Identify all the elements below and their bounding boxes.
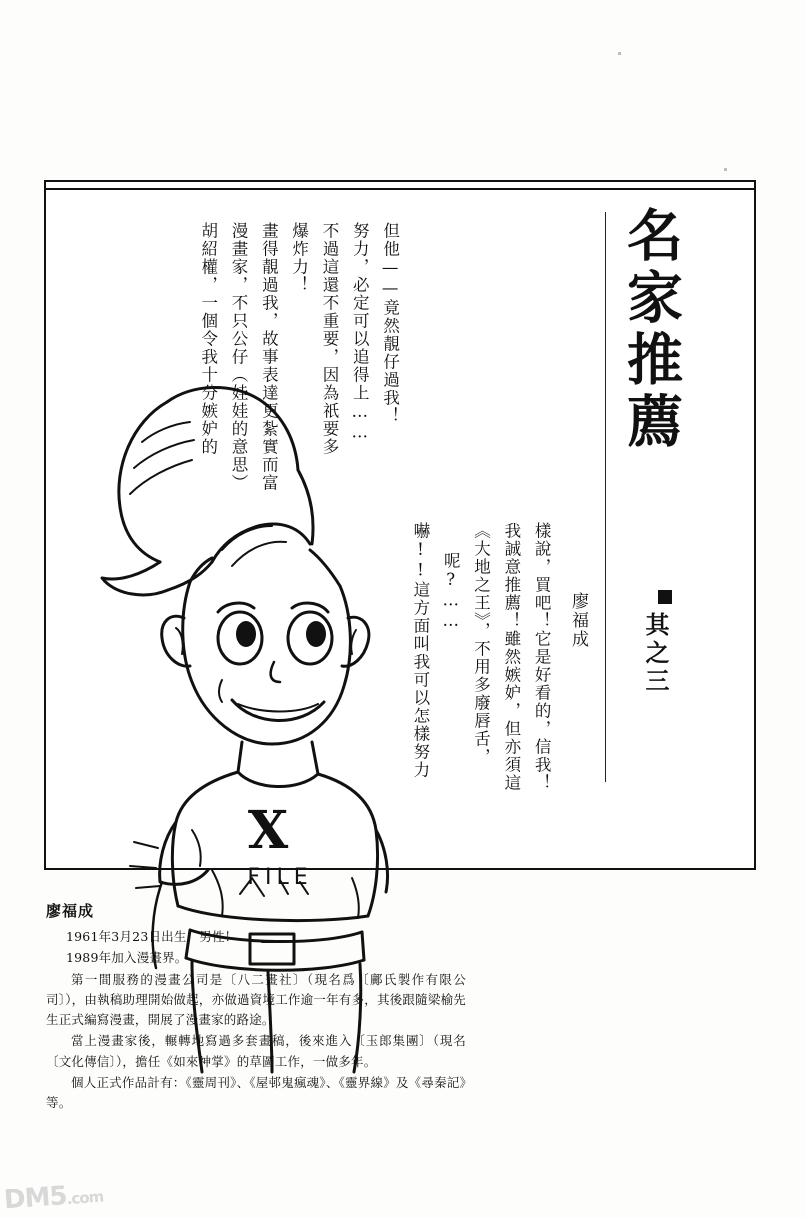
signature: 廖福成	[568, 592, 588, 649]
watermark-text: DM5	[3, 1181, 68, 1216]
author-bio	[46, 900, 466, 1114]
panel-top-rule	[46, 188, 754, 190]
body-column: 但他——竟然靚仔過我！	[380, 222, 400, 425]
bio-paragraph: 個人正式作品計有：《靈周刊》、《屋邨鬼瘋魂》、《靈界線》及《尋秦記》等。	[46, 1074, 466, 1110]
title-separator	[605, 212, 606, 782]
body-column: 呢?……	[441, 552, 461, 632]
bio-paragraph: 1961年3月23日出生，男性！	[66, 929, 238, 944]
body-column: 嚇!!這方面叫我可以怎樣努力	[410, 522, 430, 779]
bio-paragraph: 1989年加入漫畫界。	[66, 950, 188, 966]
illustration-svg	[72, 282, 382, 890]
watermark-suffix: .com	[66, 1187, 104, 1209]
body-column: 不過這還不重要，因為祇要多	[319, 222, 339, 456]
series-label: 其之三	[641, 612, 670, 696]
body-column: 《大地之王》，不用多廢唇舌，	[471, 522, 491, 766]
author-name: 廖福成	[46, 902, 95, 920]
site-watermark	[3, 1179, 104, 1216]
body-column: 胡紹權，一個令我十分嫉妒的	[198, 222, 218, 456]
body-column: 爆炸力！	[289, 222, 309, 294]
shirt-word: FILE	[247, 865, 313, 890]
shirt-letter: X	[247, 800, 289, 861]
recommendation-panel	[44, 180, 756, 890]
bio-paragraph: 當上漫畫家後，輾轉地寫過多套畫稿，後來進入〔玉郎集團〕（現名〔文化傳信〕），擔任《如來神掌》的草圖工作，一做多年。	[46, 1033, 466, 1069]
illustration-boy	[72, 282, 382, 890]
body-column: 樣說，買吧！它是好看的，信我！	[532, 522, 552, 792]
scan-speck	[724, 168, 727, 171]
scan-speck	[618, 52, 621, 55]
body-column: 努力，必定可以追得上……	[350, 222, 370, 443]
bio-paragraph: 第一間服務的漫畫公司是〔八二畫社〕（現名爲〔鄺氏製作有限公司〕），由執稿助理開始做起，亦做過資境工作逾一年有多，其後跟隨梁榆先生正式編寫漫畫，開展了漫畫家的路途。	[46, 971, 466, 1027]
body-column: 畫得靚過我，故事表達更紮實而富	[259, 222, 279, 492]
body-column: 我誠意推薦！雖然嫉妒，但亦須這	[501, 522, 521, 792]
body-column: 漫畫家，不只公仔（娃娃的意思）	[229, 222, 249, 492]
page-title: 名家推薦	[618, 206, 684, 454]
series-bullet-icon	[658, 590, 672, 604]
